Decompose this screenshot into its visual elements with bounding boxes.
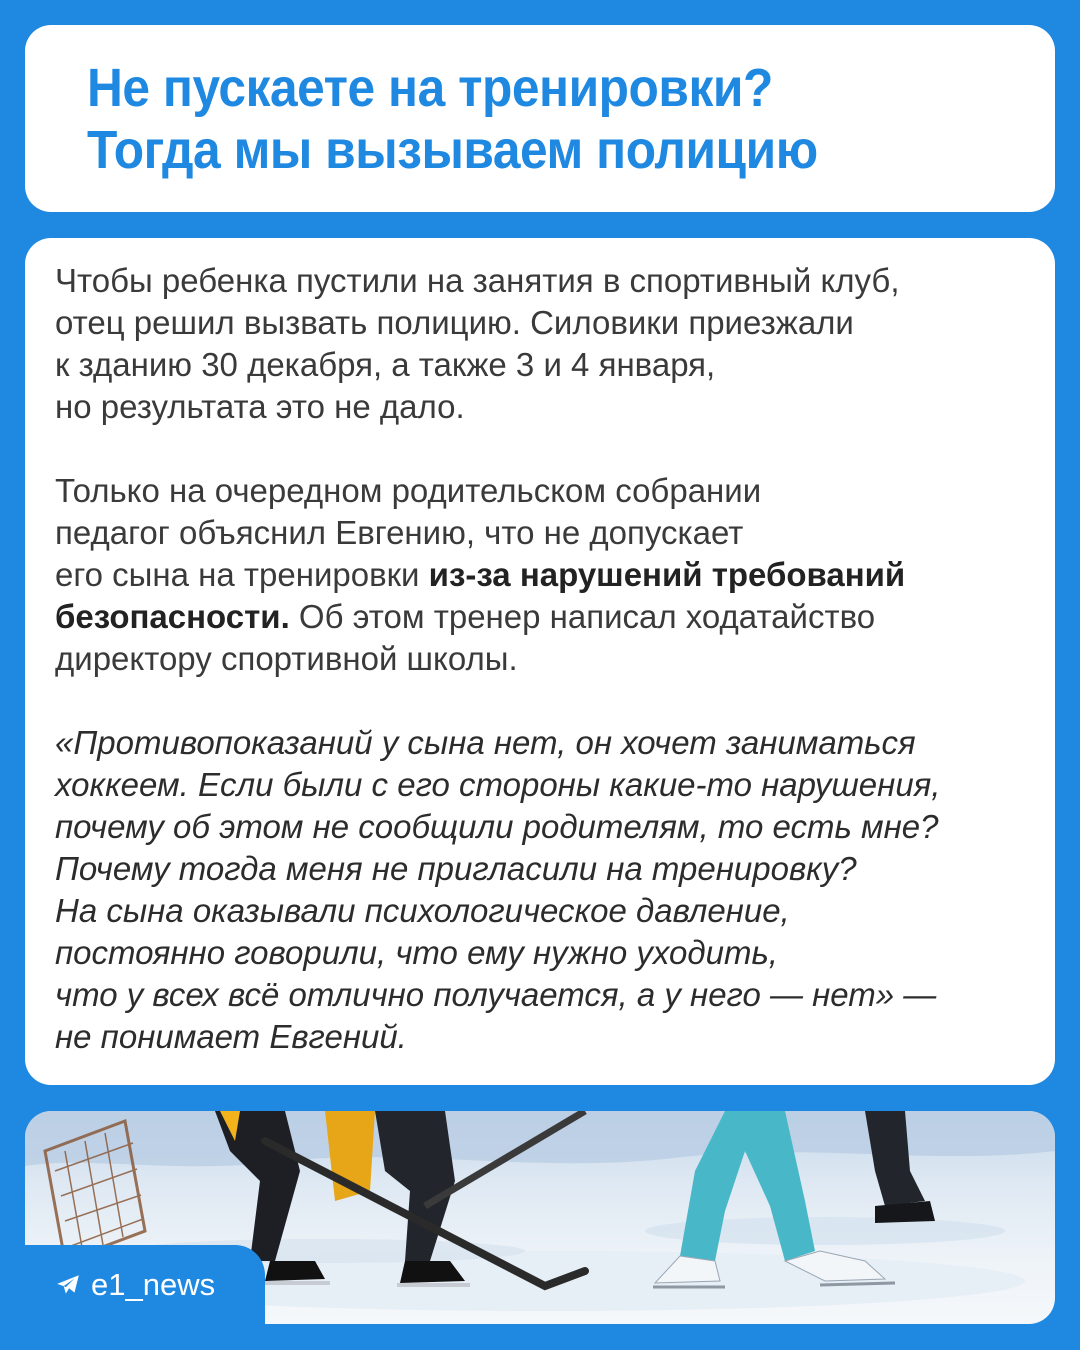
quote-line: Почему тогда меня не пригласили на тренировку? [55, 850, 857, 887]
headline-card [25, 25, 1055, 212]
quote-line: хоккеем. Если были с его стороны какие-то нарушения, [55, 766, 941, 803]
telegram-handle-badge[interactable] [25, 1245, 265, 1324]
quote-line: «Противопоказаний у сына нет, он хочет заниматься [55, 724, 916, 761]
paragraph-line: но результата это не дало. [55, 388, 465, 425]
quote-line: постоянно говорили, что ему нужно уходить, [55, 934, 778, 971]
quote-line: почему об этом не сообщили родителям, то есть мне? [55, 808, 939, 845]
text-bold-emphasis: безопасности. [55, 598, 290, 635]
paragraph-line [55, 554, 1025, 596]
telegram-icon [55, 1272, 81, 1298]
paragraph-coach [55, 470, 1025, 680]
paragraph-police [55, 260, 1025, 428]
telegram-handle[interactable]: e1_news [91, 1266, 216, 1302]
paragraph-line: педагог объяснил Евгению, что не допускает [55, 514, 744, 551]
text-plain: Об этом тренер написал ходатайство [289, 598, 876, 635]
paragraph-line: директору спортивной школы. [55, 640, 518, 677]
text-plain: его сына на тренировки [55, 556, 429, 593]
paragraph-line [55, 596, 1025, 638]
quote-line: не понимает Евгений. [55, 1018, 407, 1055]
paragraph-line: Чтобы ребенка пустили на занятия в спортивный клуб, [55, 262, 900, 299]
paragraph-line: отец решил вызвать полицию. Силовики приезжали [55, 304, 854, 341]
paragraph-line: Только на очередном родительском собрании [55, 472, 762, 509]
paragraph-line: к зданию 30 декабря, а также 3 и 4 января, [55, 346, 716, 383]
quote-line: На сына оказывали психологическое давление, [55, 892, 790, 929]
headline-line-1: Не пускаете на тренировки? [87, 58, 773, 118]
article-body-card [25, 238, 1055, 1085]
headline-line-2: Тогда мы вызываем полицию [87, 120, 818, 180]
quote-paragraph [55, 722, 1025, 1058]
quote-line: что у всех всё отлично получается, а у него — нет» — [55, 976, 937, 1013]
text-bold-emphasis: из-за нарушений требований [428, 556, 906, 593]
